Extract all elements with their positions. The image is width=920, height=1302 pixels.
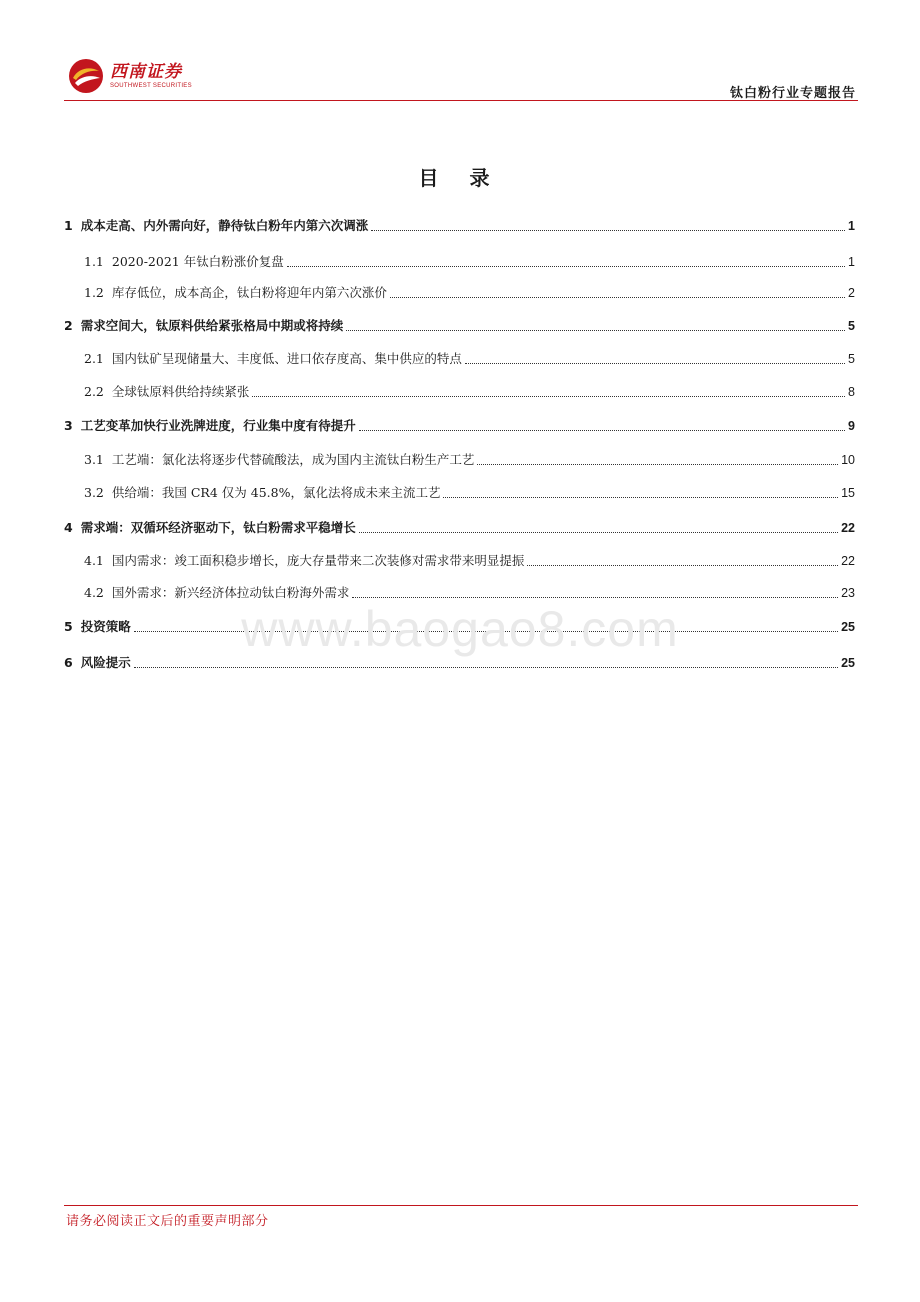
toc-entry-page: 2 — [848, 286, 855, 300]
watermark: www.baogao8.com — [241, 601, 679, 657]
toc-entry-number: 2.1 — [84, 351, 104, 366]
toc-entry-title: 需求端：双循环经济驱动下，钛白粉需求平稳增长 — [80, 520, 356, 535]
toc-entry-number: 1.2 — [84, 285, 104, 300]
toc-entry-title: 风险提示 — [80, 655, 131, 670]
toc-entry-page: 22 — [841, 521, 855, 535]
toc-entry-number: 6 — [64, 655, 73, 670]
toc-dot-leader — [443, 497, 838, 498]
toc-entry-page: 8 — [848, 385, 855, 399]
toc-entry[interactable] — [64, 349, 855, 369]
toc-dot-leader — [134, 667, 838, 668]
toc-entry[interactable] — [64, 483, 855, 503]
footer-disclaimer: 请务必阅读正文后的重要声明部分 — [66, 1214, 269, 1229]
toc-entry-number: 2 — [64, 318, 73, 333]
logo-emblem-icon — [68, 58, 104, 94]
toc-heading: 目 录 — [418, 166, 502, 190]
toc-dot-leader — [352, 597, 838, 598]
toc-dot-leader — [465, 363, 845, 364]
toc-entry-title: 工艺变革加快行业洗牌进度，行业集中度有待提升 — [80, 418, 356, 433]
toc-entry[interactable] — [64, 551, 855, 571]
toc-entry-title: 库存低位，成本高企，钛白粉将迎年内第六次涨价 — [111, 285, 387, 300]
toc-entry-page: 5 — [848, 352, 855, 366]
toc-dot-leader — [252, 396, 845, 397]
toc-entry-number: 1.1 — [84, 254, 104, 269]
toc-entry-title: 供给端：我国 CR4 仅为 45.8%，氯化法将成未来主流工艺 — [111, 485, 441, 500]
toc-entry-title: 国内钛矿呈现储量大、丰度低、进口依存度高、集中供应的特点 — [111, 351, 462, 366]
toc-entry-title: 2020-2021 年钛白粉涨价复盘 — [111, 254, 284, 269]
toc-entry[interactable] — [64, 283, 855, 303]
toc-dot-leader — [477, 464, 838, 465]
logo-english-name: SOUTHWEST SECURITIES — [110, 83, 192, 89]
toc-entry-page: 25 — [841, 620, 855, 634]
toc-entry-title: 投资策略 — [80, 619, 131, 634]
toc-entry-number: 4.2 — [84, 585, 104, 600]
toc-entry[interactable] — [64, 316, 855, 336]
toc-entry-page: 9 — [848, 419, 855, 433]
toc-entry-title: 全球钛原料供给持续紧张 — [111, 384, 250, 399]
header-divider — [64, 100, 858, 101]
toc-dot-leader — [390, 297, 845, 298]
toc-entry-page: 10 — [841, 453, 855, 467]
toc-entry[interactable] — [64, 416, 855, 436]
report-title: 钛白粉行业专题报告 — [729, 86, 856, 101]
toc-dot-leader — [371, 230, 845, 231]
page-header — [64, 52, 858, 102]
toc-entry-title: 工艺端：氯化法将逐步代替硫酸法，成为国内主流钛白粉生产工艺 — [111, 452, 475, 467]
toc-entry-number: 5 — [64, 619, 73, 634]
toc-dot-leader — [527, 565, 838, 566]
toc-entry-number: 3 — [64, 418, 73, 433]
company-logo — [68, 56, 192, 96]
toc-entry-title: 国内需求：竣工面积稳步增长，庞大存量带来二次装修对需求带来明显提振 — [111, 553, 525, 568]
footer-divider — [64, 1205, 858, 1206]
toc-entry-number: 4.1 — [84, 553, 104, 568]
toc-entry-page: 5 — [848, 319, 855, 333]
toc-entry-page: 1 — [848, 255, 855, 269]
toc-entry[interactable] — [64, 252, 855, 272]
toc-entry-title: 国外需求：新兴经济体拉动钛白粉海外需求 — [111, 585, 350, 600]
toc-entry-number: 3.2 — [84, 485, 104, 500]
toc-entry-page: 1 — [848, 219, 855, 233]
toc-entry[interactable] — [64, 450, 855, 470]
toc-entry-page: 25 — [841, 656, 855, 670]
logo-chinese-name: 西南证券 — [110, 62, 182, 82]
toc-dot-leader — [287, 266, 845, 267]
toc-entry-number: 1 — [64, 218, 73, 233]
toc-dot-leader — [346, 330, 845, 331]
toc-entry-title: 成本走高、内外需向好，静待钛白粉年内第六次调涨 — [80, 218, 369, 233]
toc-entry-page: 22 — [841, 554, 855, 568]
toc-entry[interactable] — [64, 216, 855, 236]
toc-entry-number: 3.1 — [84, 452, 104, 467]
toc-entry-title: 需求空间大，钛原料供给紧张格局中期或将持续 — [80, 318, 344, 333]
toc-entry-number: 4 — [64, 520, 73, 535]
toc-entry-page: 15 — [841, 486, 855, 500]
toc-entry[interactable] — [64, 382, 855, 402]
toc-entry-page: 23 — [841, 586, 855, 600]
toc-dot-leader — [359, 430, 845, 431]
toc-entry-number: 2.2 — [84, 384, 104, 399]
toc-entry[interactable] — [64, 518, 855, 538]
toc-dot-leader — [359, 532, 838, 533]
